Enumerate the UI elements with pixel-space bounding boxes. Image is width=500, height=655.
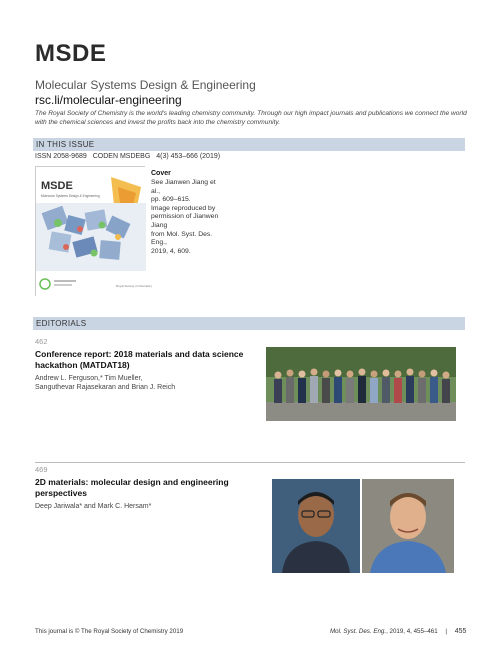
- cover-caption-line: pp. 609–615.: [151, 196, 191, 204]
- footer-separator: |: [445, 628, 448, 635]
- article-graphical-abstract-portrait-1[interactable]: [272, 479, 360, 573]
- article-title-line: hackathon (MATDAT18): [35, 359, 130, 370]
- cover-caption-line: Image reproduced by: [151, 204, 216, 212]
- footer-journal: Mol. Syst. Des. Eng.: [330, 628, 387, 635]
- cover-tagline: Molecular Systems Design & Engineering: [41, 194, 100, 198]
- article-authors-line: Andrew L. Ferguson,* Tim Mueller,: [35, 375, 143, 382]
- journal-title: MSDE: [35, 40, 107, 67]
- article-graphical-abstract-portrait-2[interactable]: [362, 479, 454, 573]
- article-authors: [35, 374, 265, 392]
- article-page-number: 469: [35, 465, 48, 474]
- cover-caption-line: See Jianwen Jiang et al.,: [151, 179, 216, 195]
- journal-subtitle: Molecular Systems Design & Engineering: [35, 78, 256, 92]
- section-bar-editorials: EDITORIALS: [33, 317, 465, 330]
- cover-art: [36, 167, 153, 297]
- issn: ISSN 2058-9689: [35, 153, 87, 160]
- journal-url[interactable]: rsc.li/molecular-engineering: [35, 93, 182, 107]
- volume: 4(3) 453–666 (2019): [156, 153, 221, 160]
- issn-line: [35, 153, 224, 160]
- article-title[interactable]: [35, 477, 265, 498]
- cover-logo: MSDE: [41, 180, 73, 192]
- article-authors-line: Sanguthevar Rajasekaran and Brian J. Reich: [35, 384, 176, 391]
- portrait-2-art: [362, 479, 454, 573]
- footer-citation: [330, 628, 466, 635]
- footer-copyright: This journal is © The Royal Society of Chemistry 2019: [35, 628, 184, 635]
- article-page-number: 462: [35, 337, 48, 346]
- article-authors-line: Deep Jariwala* and Mark C. Hersam*: [35, 503, 152, 510]
- article-divider: [35, 462, 465, 463]
- article-title-line: perspectives: [35, 487, 87, 498]
- article-title-line: Conference report: 2018 materials and data science: [35, 349, 244, 359]
- cover-publisher: Royal Society of Chemistry: [116, 284, 153, 288]
- coden: CODEN MSDEBG: [92, 153, 151, 160]
- article-graphical-abstract-group-photo[interactable]: [266, 347, 456, 421]
- cover-caption-line: from Mol. Syst. Des. Eng.,: [151, 230, 213, 247]
- cover-caption: [151, 179, 226, 256]
- cover-caption-line: permission of Jianwen Jiang: [151, 213, 219, 229]
- footer-page-number: 455: [454, 628, 467, 635]
- cover-caption-line: 2019, 4, 609.: [151, 247, 191, 255]
- article-authors: [35, 502, 265, 511]
- journal-description: The Royal Society of Chemistry is the world's leading chemistry community. Through our high impact journals and publications we connect the world with the chemical sciences and invest the profits back into the chemistry community.: [35, 110, 467, 126]
- cover-image[interactable]: [35, 166, 153, 296]
- group-photo-art: [266, 347, 456, 421]
- section-bar-in-this-issue: IN THIS ISSUE: [33, 138, 465, 151]
- article-title-line: 2D materials: molecular design and engineering: [35, 477, 229, 487]
- cover-heading: Cover: [151, 170, 171, 177]
- footer-volume: , 2019, 4, 455–461: [386, 628, 438, 635]
- article-title[interactable]: [35, 349, 265, 370]
- portrait-1-art: [272, 479, 360, 573]
